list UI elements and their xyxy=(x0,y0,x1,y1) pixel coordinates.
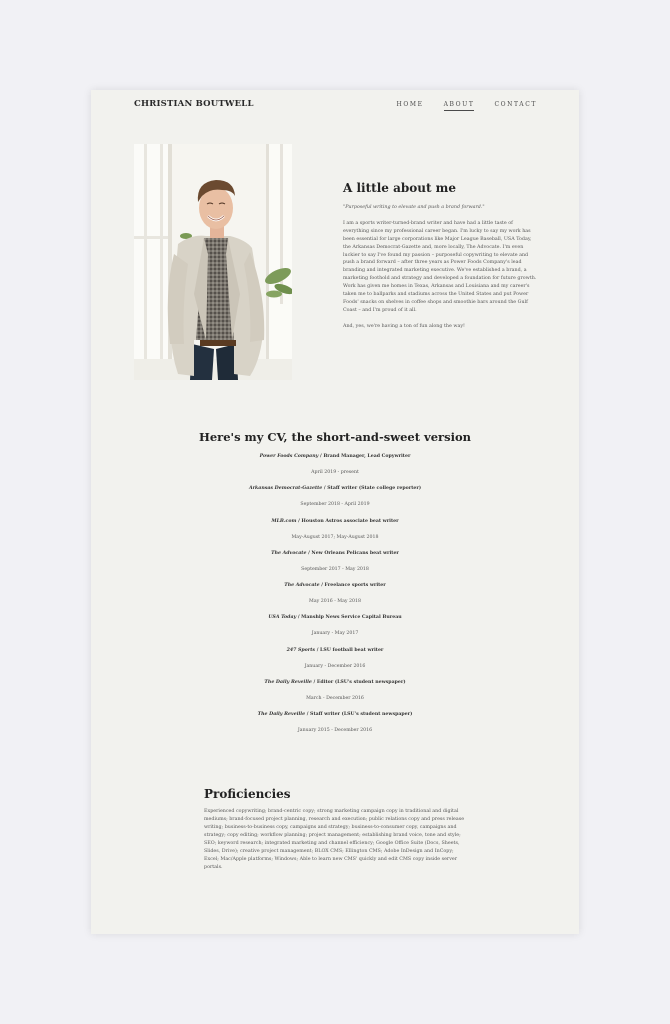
cv-section xyxy=(91,430,579,744)
cv-list xyxy=(91,453,579,735)
cv-dates: January 2015 - December 2016 xyxy=(297,728,373,734)
cv-organization: Power Foods Company xyxy=(259,454,319,459)
cv-organization: The Daily Reveille xyxy=(257,712,306,718)
cv-dates: April 2019 - present xyxy=(311,470,359,475)
cv-position xyxy=(91,614,579,622)
cv-title: Here's my CV, the short-and-sweet version xyxy=(198,430,471,444)
cv-entry xyxy=(91,453,579,477)
main-nav xyxy=(397,101,537,111)
nav-home-link[interactable]: HOME xyxy=(396,101,424,108)
cv-entry xyxy=(91,518,579,542)
cv-dates: May 2016 - May 2018 xyxy=(309,599,361,605)
cv-position xyxy=(91,679,579,687)
cv-organization: 247 Sports xyxy=(286,647,316,653)
cv-entry xyxy=(91,582,579,606)
cv-position xyxy=(91,550,579,558)
cv-organization: MLB.com xyxy=(271,518,297,524)
about-paragraph: And, yes, we're having a ton of fun along the way! xyxy=(343,323,465,329)
cv-position xyxy=(91,647,579,655)
site-brand[interactable]: CHRISTIAN BOUTWELL xyxy=(134,99,254,109)
cv-organization: Arkansas Democrat-Gazette xyxy=(248,486,323,492)
cv-role-title: / LSU football beat writer xyxy=(315,647,384,653)
nav-contact-link[interactable]: CONTACT xyxy=(494,101,537,108)
about-title: A little about me xyxy=(343,181,457,195)
cv-organization: The Advocate xyxy=(271,550,307,556)
cv-organization: USA Today xyxy=(268,615,297,621)
cv-dates: March - December 2016 xyxy=(306,696,364,702)
cv-position xyxy=(91,453,579,461)
cv-position xyxy=(91,711,579,719)
page-card xyxy=(91,90,579,934)
proficiencies-title: Proficiencies xyxy=(204,787,291,801)
cv-entry xyxy=(91,614,579,638)
cv-role-title: / Freelance sports writer xyxy=(319,583,386,589)
cv-dates: September 2018 - April 2019 xyxy=(300,502,370,508)
cv-role-title: / New Orleans Pelicans beat writer xyxy=(306,550,399,556)
cv-dates: January - May 2017 xyxy=(311,631,359,637)
nav-about-link[interactable]: ABOUT xyxy=(444,101,475,111)
cv-role-title: / Staff writer (LSU's student newspaper) xyxy=(305,712,413,718)
cv-role-title: / Editor (LSU's student newspaper) xyxy=(311,680,406,686)
cv-entry xyxy=(91,711,579,735)
proficiencies-text: Experienced copywriting; brand-centric copy; strong marketing campaign copy in traditional and digital mediums; brand-focused project planning, research and execution; public relations copy and press release writing; business-to-business copy, campaigns and strategy; business-to-consumer copy, campaigns and strategy; copy editing; workflow planning; project management; establishing brand voice, tone and style; SEO; keyword research; integrated marketing and channel efficiency; Google Office Suite (Docs, Sheets, Slides, Drive); creative project management; BLOX CMS; Ellington CMS; Adobe InDesign and InCopy; Excel; Mac/Apple platforms; Windows; Able to learn new CMS' quickly and edit CMS copy inside server portals. xyxy=(204,809,465,871)
proficiencies-section xyxy=(204,787,470,872)
cv-entry xyxy=(91,485,579,509)
cv-role-title: / Staff writer (State college reporter) xyxy=(322,486,422,492)
cv-entry xyxy=(91,647,579,671)
cv-entry xyxy=(91,550,579,574)
cv-entry xyxy=(91,679,579,703)
about-paragraph: I am a sports writer-turned-brand writer and have had a little taste of everything since my professional career began. I'm lucky to say my work has been essential for large corporations like Major League Baseball, USA Today, the Arkansas Democrat-Gazette and, more locally, The Advocate. I'm even luckier to say I've found my passion – purposeful copywriting to elevate and push a brand forward – after three years as Power Foods Company's lead branding and integrated marketing executive. We've established a brand, a marketing foothold and strategy and developed a foundation for future growth. Work has given me homes in Texas, Arkansas and Louisiana and my career's taken me to ballparks and stadiums across the United States and put Power Foods' snacks on shelves in coffee shops and smoothie bars around the Gulf Coast – and I'm proud of it all. xyxy=(343,220,537,313)
cv-organization: The Advocate xyxy=(284,583,320,589)
cv-dates: May-August 2017; May-August 2018 xyxy=(291,534,379,540)
cv-role-title: / Manship News Service Capital Bureau xyxy=(296,615,402,621)
about-tagline: "Purposeful writing to elevate and push a brand forward." xyxy=(343,205,485,210)
cv-role-title: / Houston Astros associate beat writer xyxy=(296,518,399,524)
cv-dates: September 2017 - May 2018 xyxy=(301,566,369,572)
about-section xyxy=(343,181,539,339)
cv-position xyxy=(91,485,579,493)
cv-organization: The Daily Reveille xyxy=(264,680,312,686)
portrait-photo xyxy=(134,144,292,380)
cv-position xyxy=(91,582,579,590)
cv-role-title: / Brand Manager, Lead Copywriter xyxy=(318,454,411,459)
portrait-illustration xyxy=(134,144,292,380)
cv-dates: January - December 2016 xyxy=(304,663,366,669)
cv-position xyxy=(91,518,579,526)
